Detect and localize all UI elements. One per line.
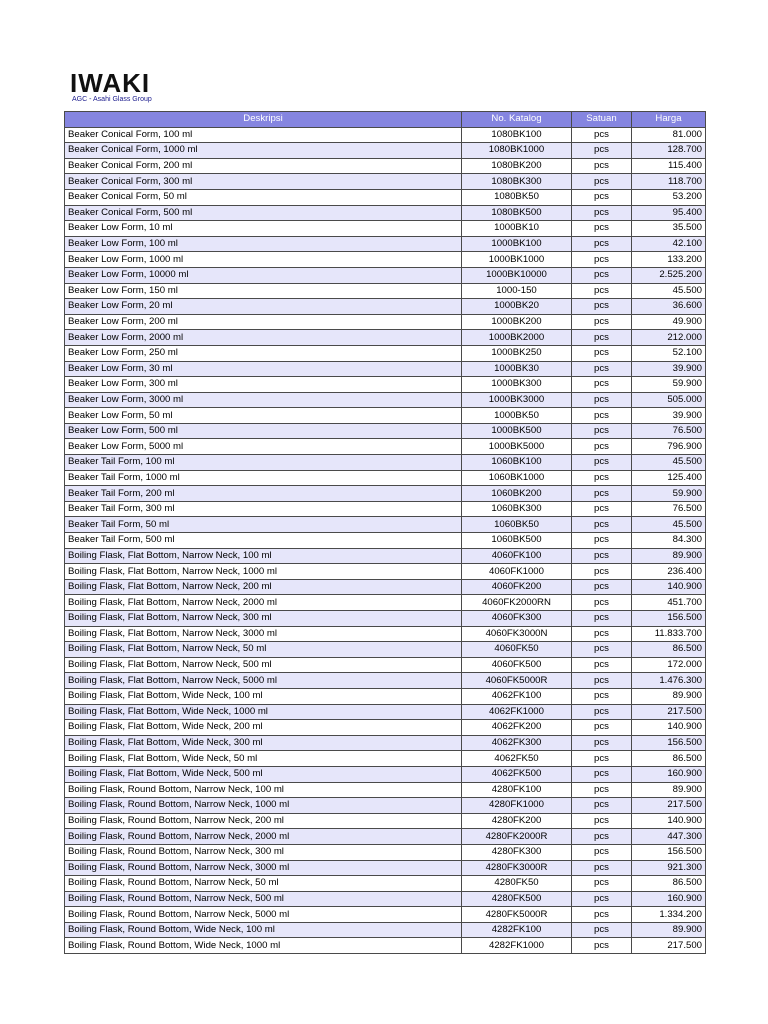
cell-satuan: pcs <box>572 704 632 720</box>
cell-harga: 89.900 <box>632 782 706 798</box>
cell-katalog: 1080BK300 <box>462 174 572 190</box>
cell-harga: 84.300 <box>632 533 706 549</box>
cell-satuan: pcs <box>572 782 632 798</box>
cell-satuan: pcs <box>572 533 632 549</box>
cell-katalog: 4060FK1000 <box>462 564 572 580</box>
cell-deskripsi: Boiling Flask, Flat Bottom, Narrow Neck, 100 ml <box>65 548 462 564</box>
cell-katalog: 1060BK1000 <box>462 470 572 486</box>
cell-satuan: pcs <box>572 439 632 455</box>
table-row <box>65 283 706 299</box>
cell-deskripsi: Boiling Flask, Round Bottom, Narrow Neck, 2000 ml <box>65 829 462 845</box>
cell-harga: 115.400 <box>632 158 706 174</box>
table-row <box>65 377 706 393</box>
table-row <box>65 408 706 424</box>
cell-satuan: pcs <box>572 174 632 190</box>
cell-satuan: pcs <box>572 189 632 205</box>
cell-katalog: 1000BK50 <box>462 408 572 424</box>
cell-satuan: pcs <box>572 891 632 907</box>
table-row <box>65 907 706 923</box>
table-row <box>65 127 706 143</box>
cell-katalog: 1060BK300 <box>462 501 572 517</box>
table-row <box>65 361 706 377</box>
table-row <box>65 252 706 268</box>
table-row <box>65 299 706 315</box>
cell-katalog: 1080BK1000 <box>462 143 572 159</box>
cell-harga: 59.900 <box>632 377 706 393</box>
cell-katalog: 1000-150 <box>462 283 572 299</box>
cell-deskripsi: Boiling Flask, Round Bottom, Narrow Neck, 50 ml <box>65 876 462 892</box>
cell-deskripsi: Boiling Flask, Flat Bottom, Wide Neck, 200 ml <box>65 720 462 736</box>
cell-katalog: 4280FK500 <box>462 891 572 907</box>
table-row <box>65 766 706 782</box>
cell-katalog: 1000BK500 <box>462 423 572 439</box>
cell-katalog: 1000BK200 <box>462 314 572 330</box>
cell-satuan: pcs <box>572 844 632 860</box>
cell-deskripsi: Beaker Tail Form, 300 ml <box>65 501 462 517</box>
cell-katalog: 1080BK500 <box>462 205 572 221</box>
cell-deskripsi: Beaker Tail Form, 200 ml <box>65 486 462 502</box>
brand-name: IWAKI <box>70 68 151 98</box>
cell-harga: 212.000 <box>632 330 706 346</box>
cell-satuan: pcs <box>572 158 632 174</box>
cell-deskripsi: Boiling Flask, Flat Bottom, Narrow Neck, 300 ml <box>65 611 462 627</box>
table-row <box>65 345 706 361</box>
cell-satuan: pcs <box>572 470 632 486</box>
cell-deskripsi: Beaker Low Form, 2000 ml <box>65 330 462 346</box>
cell-deskripsi: Boiling Flask, Round Bottom, Narrow Neck, 5000 ml <box>65 907 462 923</box>
cell-harga: 49.900 <box>632 314 706 330</box>
cell-katalog: 4062FK50 <box>462 751 572 767</box>
cell-katalog: 4060FK2000RN <box>462 595 572 611</box>
cell-deskripsi: Beaker Low Form, 500 ml <box>65 423 462 439</box>
cell-katalog: 1000BK20 <box>462 299 572 315</box>
cell-katalog: 4280FK100 <box>462 782 572 798</box>
table-row <box>65 221 706 237</box>
cell-satuan: pcs <box>572 267 632 283</box>
cell-harga: 76.500 <box>632 423 706 439</box>
cell-deskripsi: Beaker Conical Form, 300 ml <box>65 174 462 190</box>
cell-satuan: pcs <box>572 283 632 299</box>
cell-deskripsi: Beaker Low Form, 250 ml <box>65 345 462 361</box>
cell-satuan: pcs <box>572 813 632 829</box>
table-row <box>65 891 706 907</box>
cell-satuan: pcs <box>572 392 632 408</box>
cell-harga: 1.334.200 <box>632 907 706 923</box>
cell-deskripsi: Boiling Flask, Flat Bottom, Wide Neck, 1000 ml <box>65 704 462 720</box>
cell-satuan: pcs <box>572 642 632 658</box>
cell-katalog: 1080BK50 <box>462 189 572 205</box>
cell-satuan: pcs <box>572 314 632 330</box>
cell-deskripsi: Boiling Flask, Round Bottom, Narrow Neck, 1000 ml <box>65 798 462 814</box>
cell-katalog: 4060FK3000N <box>462 626 572 642</box>
table-row <box>65 813 706 829</box>
cell-satuan: pcs <box>572 330 632 346</box>
cell-satuan: pcs <box>572 423 632 439</box>
cell-katalog: 4280FK1000 <box>462 798 572 814</box>
cell-harga: 76.500 <box>632 501 706 517</box>
cell-satuan: pcs <box>572 408 632 424</box>
cell-katalog: 1000BK300 <box>462 377 572 393</box>
cell-harga: 45.500 <box>632 283 706 299</box>
cell-katalog: 4282FK100 <box>462 922 572 938</box>
cell-satuan: pcs <box>572 657 632 673</box>
cell-deskripsi: Beaker Low Form, 150 ml <box>65 283 462 299</box>
cell-harga: 52.100 <box>632 345 706 361</box>
table-row <box>65 330 706 346</box>
cell-harga: 156.500 <box>632 611 706 627</box>
cell-deskripsi: Beaker Low Form, 200 ml <box>65 314 462 330</box>
table-row <box>65 564 706 580</box>
table-row <box>65 735 706 751</box>
cell-harga: 86.500 <box>632 642 706 658</box>
column-header-katalog: No. Katalog <box>462 112 572 128</box>
cell-katalog: 4060FK300 <box>462 611 572 627</box>
cell-deskripsi: Beaker Low Form, 300 ml <box>65 377 462 393</box>
cell-deskripsi: Beaker Conical Form, 1000 ml <box>65 143 462 159</box>
cell-katalog: 4060FK5000R <box>462 673 572 689</box>
cell-deskripsi: Boiling Flask, Round Bottom, Narrow Neck, 200 ml <box>65 813 462 829</box>
cell-deskripsi: Boiling Flask, Round Bottom, Narrow Neck, 500 ml <box>65 891 462 907</box>
cell-satuan: pcs <box>572 688 632 704</box>
cell-harga: 140.900 <box>632 579 706 595</box>
table-row <box>65 439 706 455</box>
table-row <box>65 501 706 517</box>
cell-satuan: pcs <box>572 922 632 938</box>
cell-harga: 36.600 <box>632 299 706 315</box>
table-row <box>65 236 706 252</box>
cell-deskripsi: Boiling Flask, Flat Bottom, Wide Neck, 100 ml <box>65 688 462 704</box>
cell-harga: 1.476.300 <box>632 673 706 689</box>
brand-tagline: AGC - Asahi Glass Group <box>72 96 152 103</box>
cell-deskripsi: Beaker Low Form, 1000 ml <box>65 252 462 268</box>
cell-deskripsi: Boiling Flask, Round Bottom, Wide Neck, 1000 ml <box>65 938 462 954</box>
cell-deskripsi: Beaker Conical Form, 500 ml <box>65 205 462 221</box>
cell-harga: 89.900 <box>632 922 706 938</box>
table-row <box>65 704 706 720</box>
cell-katalog: 4062FK500 <box>462 766 572 782</box>
cell-satuan: pcs <box>572 673 632 689</box>
table-row <box>65 829 706 845</box>
table-row <box>65 548 706 564</box>
cell-deskripsi: Beaker Low Form, 30 ml <box>65 361 462 377</box>
cell-satuan: pcs <box>572 252 632 268</box>
table-row <box>65 470 706 486</box>
cell-katalog: 4062FK300 <box>462 735 572 751</box>
cell-satuan: pcs <box>572 766 632 782</box>
cell-katalog: 4060FK100 <box>462 548 572 564</box>
cell-deskripsi: Boiling Flask, Flat Bottom, Narrow Neck, 500 ml <box>65 657 462 673</box>
cell-deskripsi: Boiling Flask, Round Bottom, Wide Neck, 100 ml <box>65 922 462 938</box>
cell-satuan: pcs <box>572 735 632 751</box>
cell-katalog: 1000BK250 <box>462 345 572 361</box>
cell-satuan: pcs <box>572 907 632 923</box>
cell-harga: 217.500 <box>632 798 706 814</box>
cell-satuan: pcs <box>572 751 632 767</box>
cell-deskripsi: Boiling Flask, Flat Bottom, Narrow Neck, 3000 ml <box>65 626 462 642</box>
cell-harga: 45.500 <box>632 517 706 533</box>
cell-katalog: 1060BK200 <box>462 486 572 502</box>
cell-harga: 921.300 <box>632 860 706 876</box>
table-row <box>65 798 706 814</box>
cell-deskripsi: Beaker Low Form, 20 ml <box>65 299 462 315</box>
cell-satuan: pcs <box>572 143 632 159</box>
cell-satuan: pcs <box>572 829 632 845</box>
table-row <box>65 751 706 767</box>
cell-harga: 42.100 <box>632 236 706 252</box>
cell-deskripsi: Boiling Flask, Flat Bottom, Narrow Neck, 5000 ml <box>65 673 462 689</box>
cell-deskripsi: Beaker Tail Form, 500 ml <box>65 533 462 549</box>
cell-deskripsi: Beaker Tail Form, 1000 ml <box>65 470 462 486</box>
table-row <box>65 782 706 798</box>
cell-harga: 236.400 <box>632 564 706 580</box>
table-row <box>65 533 706 549</box>
table-row <box>65 922 706 938</box>
cell-katalog: 1000BK100 <box>462 236 572 252</box>
table-row <box>65 688 706 704</box>
cell-harga: 125.400 <box>632 470 706 486</box>
cell-katalog: 4280FK300 <box>462 844 572 860</box>
cell-deskripsi: Beaker Low Form, 10 ml <box>65 221 462 237</box>
cell-satuan: pcs <box>572 720 632 736</box>
cell-harga: 53.200 <box>632 189 706 205</box>
cell-katalog: 4062FK1000 <box>462 704 572 720</box>
table-row <box>65 158 706 174</box>
cell-harga: 156.500 <box>632 735 706 751</box>
cell-katalog: 4062FK200 <box>462 720 572 736</box>
table-row <box>65 860 706 876</box>
cell-harga: 160.900 <box>632 891 706 907</box>
cell-katalog: 4280FK50 <box>462 876 572 892</box>
cell-deskripsi: Boiling Flask, Flat Bottom, Narrow Neck, 1000 ml <box>65 564 462 580</box>
cell-satuan: pcs <box>572 798 632 814</box>
table-row <box>65 205 706 221</box>
cell-katalog: 1000BK10 <box>462 221 572 237</box>
cell-deskripsi: Beaker Low Form, 5000 ml <box>65 439 462 455</box>
cell-satuan: pcs <box>572 876 632 892</box>
cell-harga: 140.900 <box>632 813 706 829</box>
cell-deskripsi: Beaker Conical Form, 200 ml <box>65 158 462 174</box>
cell-katalog: 4280FK2000R <box>462 829 572 845</box>
cell-deskripsi: Boiling Flask, Flat Bottom, Narrow Neck, 2000 ml <box>65 595 462 611</box>
cell-deskripsi: Beaker Low Form, 100 ml <box>65 236 462 252</box>
cell-satuan: pcs <box>572 595 632 611</box>
table-row <box>65 455 706 471</box>
cell-deskripsi: Beaker Tail Form, 100 ml <box>65 455 462 471</box>
table-row <box>65 844 706 860</box>
cell-harga: 81.000 <box>632 127 706 143</box>
cell-katalog: 4282FK1000 <box>462 938 572 954</box>
cell-deskripsi: Beaker Low Form, 50 ml <box>65 408 462 424</box>
table-row <box>65 720 706 736</box>
cell-satuan: pcs <box>572 548 632 564</box>
cell-katalog: 4062FK100 <box>462 688 572 704</box>
cell-harga: 86.500 <box>632 751 706 767</box>
cell-harga: 95.400 <box>632 205 706 221</box>
cell-harga: 89.900 <box>632 548 706 564</box>
cell-katalog: 1000BK5000 <box>462 439 572 455</box>
cell-satuan: pcs <box>572 377 632 393</box>
column-header-satuan: Satuan <box>572 112 632 128</box>
table-row <box>65 595 706 611</box>
column-header-harga: Harga <box>632 112 706 128</box>
cell-harga: 796.900 <box>632 439 706 455</box>
cell-satuan: pcs <box>572 564 632 580</box>
table-row <box>65 314 706 330</box>
cell-harga: 172.000 <box>632 657 706 673</box>
cell-satuan: pcs <box>572 221 632 237</box>
cell-deskripsi: Boiling Flask, Flat Bottom, Wide Neck, 500 ml <box>65 766 462 782</box>
cell-satuan: pcs <box>572 938 632 954</box>
cell-satuan: pcs <box>572 205 632 221</box>
cell-harga: 140.900 <box>632 720 706 736</box>
table-row <box>65 423 706 439</box>
table-row <box>65 189 706 205</box>
cell-katalog: 1000BK10000 <box>462 267 572 283</box>
cell-satuan: pcs <box>572 579 632 595</box>
cell-deskripsi: Boiling Flask, Flat Bottom, Narrow Neck, 50 ml <box>65 642 462 658</box>
cell-harga: 2.525.200 <box>632 267 706 283</box>
cell-satuan: pcs <box>572 127 632 143</box>
cell-deskripsi: Beaker Conical Form, 100 ml <box>65 127 462 143</box>
table-body <box>65 127 706 953</box>
table-row <box>65 611 706 627</box>
cell-katalog: 4280FK200 <box>462 813 572 829</box>
cell-satuan: pcs <box>572 626 632 642</box>
table-row <box>65 876 706 892</box>
cell-harga: 156.500 <box>632 844 706 860</box>
cell-satuan: pcs <box>572 860 632 876</box>
cell-satuan: pcs <box>572 299 632 315</box>
cell-katalog: 1080BK100 <box>462 127 572 143</box>
table-row <box>65 938 706 954</box>
cell-katalog: 4280FK3000R <box>462 860 572 876</box>
cell-deskripsi: Beaker Conical Form, 50 ml <box>65 189 462 205</box>
table-row <box>65 579 706 595</box>
table-row <box>65 657 706 673</box>
table-row <box>65 673 706 689</box>
cell-deskripsi: Boiling Flask, Round Bottom, Narrow Neck, 3000 ml <box>65 860 462 876</box>
cell-satuan: pcs <box>572 345 632 361</box>
cell-deskripsi: Boiling Flask, Round Bottom, Narrow Neck, 100 ml <box>65 782 462 798</box>
cell-harga: 447.300 <box>632 829 706 845</box>
cell-katalog: 1000BK30 <box>462 361 572 377</box>
table-row <box>65 517 706 533</box>
cell-harga: 45.500 <box>632 455 706 471</box>
cell-harga: 505.000 <box>632 392 706 408</box>
table-row <box>65 143 706 159</box>
cell-harga: 451.700 <box>632 595 706 611</box>
cell-katalog: 1060BK500 <box>462 533 572 549</box>
cell-deskripsi: Beaker Low Form, 3000 ml <box>65 392 462 408</box>
table-row <box>65 626 706 642</box>
cell-harga: 217.500 <box>632 938 706 954</box>
cell-deskripsi: Boiling Flask, Flat Bottom, Wide Neck, 300 ml <box>65 735 462 751</box>
cell-harga: 128.700 <box>632 143 706 159</box>
cell-katalog: 4060FK200 <box>462 579 572 595</box>
table-row <box>65 267 706 283</box>
cell-satuan: pcs <box>572 501 632 517</box>
cell-harga: 86.500 <box>632 876 706 892</box>
cell-katalog: 1080BK200 <box>462 158 572 174</box>
cell-satuan: pcs <box>572 236 632 252</box>
table-row <box>65 486 706 502</box>
cell-satuan: pcs <box>572 486 632 502</box>
cell-harga: 39.900 <box>632 408 706 424</box>
brand-logo <box>70 70 152 104</box>
cell-harga: 118.700 <box>632 174 706 190</box>
cell-harga: 59.900 <box>632 486 706 502</box>
cell-katalog: 4060FK50 <box>462 642 572 658</box>
table-row <box>65 642 706 658</box>
cell-katalog: 1000BK2000 <box>462 330 572 346</box>
cell-katalog: 4280FK5000R <box>462 907 572 923</box>
cell-katalog: 1060BK100 <box>462 455 572 471</box>
cell-katalog: 1000BK1000 <box>462 252 572 268</box>
cell-harga: 35.500 <box>632 221 706 237</box>
cell-harga: 89.900 <box>632 688 706 704</box>
cell-deskripsi: Boiling Flask, Flat Bottom, Wide Neck, 50 ml <box>65 751 462 767</box>
cell-satuan: pcs <box>572 361 632 377</box>
cell-harga: 39.900 <box>632 361 706 377</box>
cell-satuan: pcs <box>572 455 632 471</box>
column-header-deskripsi: Deskripsi <box>65 112 462 128</box>
table-row <box>65 392 706 408</box>
price-table <box>64 111 706 954</box>
cell-deskripsi: Beaker Low Form, 10000 ml <box>65 267 462 283</box>
cell-satuan: pcs <box>572 517 632 533</box>
cell-harga: 217.500 <box>632 704 706 720</box>
cell-harga: 11.833.700 <box>632 626 706 642</box>
cell-katalog: 1060BK50 <box>462 517 572 533</box>
cell-deskripsi: Boiling Flask, Flat Bottom, Narrow Neck, 200 ml <box>65 579 462 595</box>
cell-deskripsi: Boiling Flask, Round Bottom, Narrow Neck, 300 ml <box>65 844 462 860</box>
cell-harga: 133.200 <box>632 252 706 268</box>
cell-satuan: pcs <box>572 611 632 627</box>
cell-katalog: 1000BK3000 <box>462 392 572 408</box>
cell-harga: 160.900 <box>632 766 706 782</box>
table-header-row <box>65 112 706 128</box>
cell-deskripsi: Beaker Tail Form, 50 ml <box>65 517 462 533</box>
cell-katalog: 4060FK500 <box>462 657 572 673</box>
table-row <box>65 174 706 190</box>
